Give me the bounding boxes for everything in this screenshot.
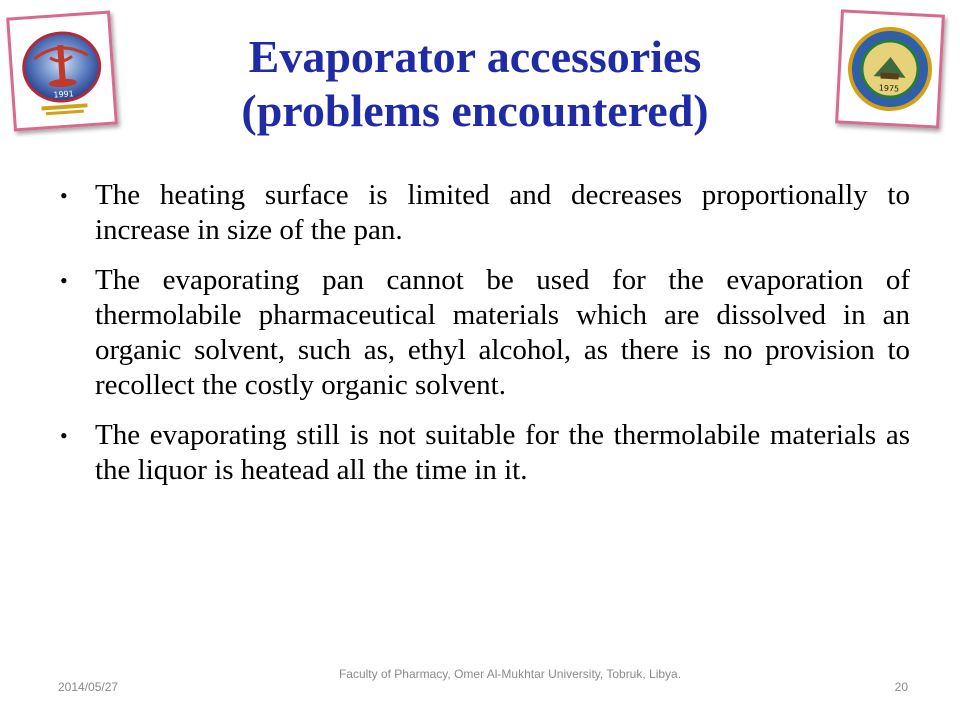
university-seal-logo (835, 9, 945, 128)
left-logo-year: 1991 (53, 89, 75, 100)
slide-title-line2: (problems encountered) (241, 85, 709, 136)
bullet-text: The heating surface is limited and decreases proportionally to increase in size of the pan. (95, 179, 910, 246)
bullet-list (58, 178, 910, 503)
footer-date: 2014/05/27 (58, 680, 119, 694)
bullet-item (58, 178, 910, 248)
bullet-icon: • (60, 183, 68, 208)
slide-title-line1: Evaporator accessories (248, 31, 702, 82)
bullet-icon: • (60, 268, 68, 293)
pharmacy-faculty-logo (6, 11, 118, 132)
university-seal-icon (838, 13, 942, 126)
bullet-item (58, 263, 910, 403)
slide-number: 20 (894, 680, 908, 694)
right-logo-year: 1975 (878, 83, 900, 94)
pharmacy-emblem-icon (9, 14, 114, 129)
slide-title (130, 30, 820, 138)
bullet-text: The evaporating pan cannot be used for the evaporation of thermolabile pharmaceutical materials which are dissolved in an organic solvent, such as, ethyl alcohol, as there is no provision to recollect the costly organic solvent. (95, 264, 910, 401)
bullet-text: The evaporating still is not suitable for the thermolabile materials as the liquor is heatead all the time in it. (95, 419, 910, 486)
footer-faculty: Faculty of Pharmacy, Omer Al-Mukhtar University, Tobruk, Libya. (338, 667, 682, 681)
bullet-item (58, 418, 910, 488)
bullet-icon: • (60, 423, 68, 448)
